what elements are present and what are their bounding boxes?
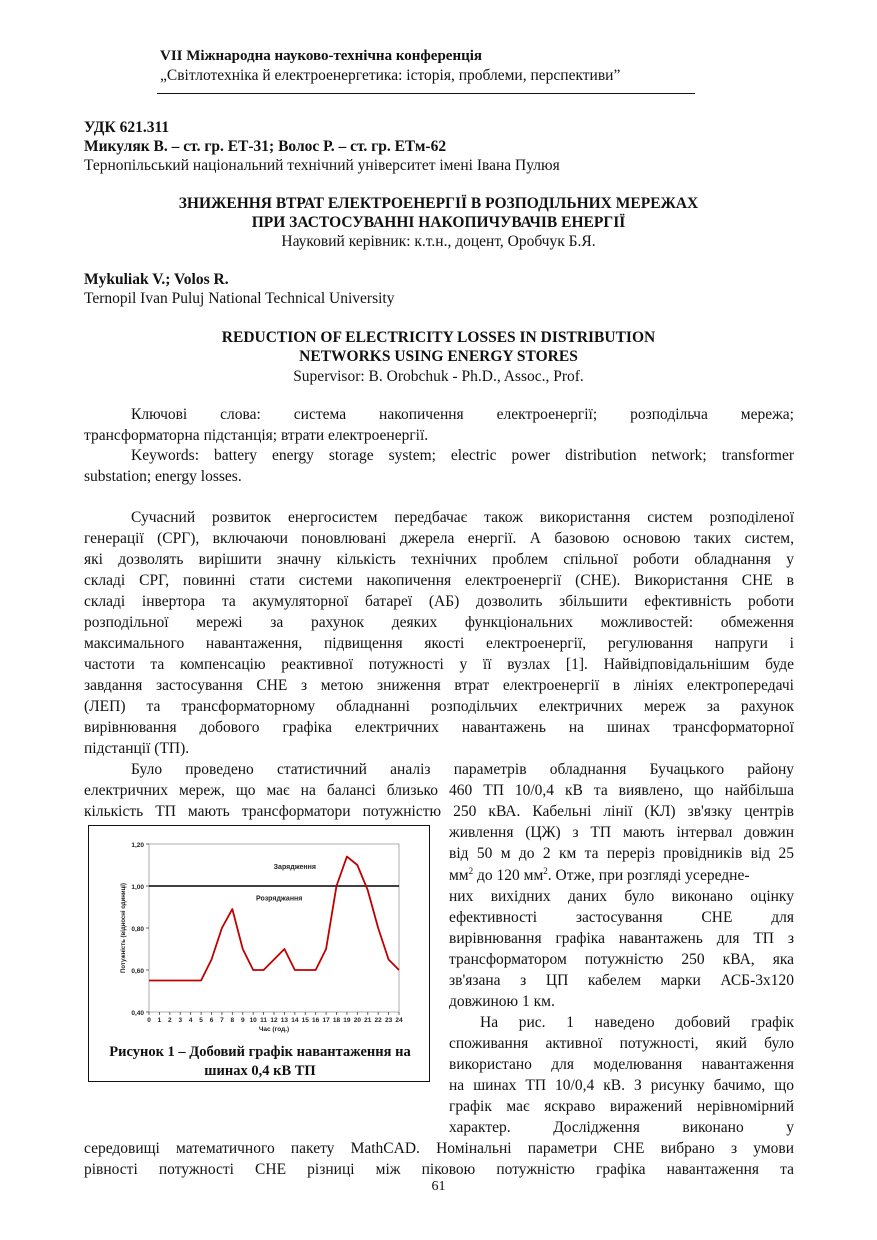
text-line: вирівнювання графіка навантажень для ТП з <box>449 930 794 947</box>
keywords-ua-line-1: Ключові слова: система накопичення електроенергії; розподільча мережа; <box>131 406 794 423</box>
text-line: частоти та компенсацію реактивної потужності у її вузлах [1]. Найвідповідальнішим буде <box>84 656 794 673</box>
text-line: максимального навантаження, підвищення якості електроенергії, регулювання напруги і <box>84 635 794 652</box>
affiliation-en: Ternopil Ivan Puluj National Technical University <box>84 290 395 307</box>
text-line: використано для моделювання навантаження <box>449 1056 794 1073</box>
text-line: зв'язана з ЦП кабелем марки АСБ-3х120 <box>449 972 794 989</box>
x-tick-label: 22 <box>374 1017 382 1024</box>
title-ua-line-1: ЗНИЖЕННЯ ВТРАТ ЕЛЕКТРОЕНЕРГІЇ В РОЗПОДІЛЬНИХ МЕРЕЖАХ <box>178 195 699 212</box>
load-series-line <box>149 857 399 981</box>
authors-en: Mykuliak V.; Volos R. <box>84 271 229 288</box>
text-line: них вихідних даних було виконано оцінку <box>449 888 794 905</box>
affiliation-ua: Тернопільський національний технічний університет імені Івана Пулюя <box>84 157 560 174</box>
text-line: споживання активної потужності, який було <box>449 1035 794 1052</box>
text-line: розподільної мережі за рахунок деяких функціональних можливостей: обмеження <box>84 614 794 631</box>
text-line: вирівнювання добового графіка електричних навантажень на шинах трансформаторної <box>84 719 794 736</box>
text-line: які дозволять вирішити значну кількість технічних проблем спільної роботи обладнання у <box>84 551 794 568</box>
x-tick-label: 20 <box>353 1017 361 1024</box>
figure-1-caption <box>88 1043 432 1081</box>
page-number: 61 <box>431 1179 446 1194</box>
x-tick-label: 23 <box>384 1017 393 1024</box>
x-tick-label: 6 <box>209 1017 214 1024</box>
title-en-line-2: NETWORKS USING ENERGY STORES <box>299 348 578 365</box>
text-line: $мм^2$ до 120 $мм^2$. Отже, при розгляді усередне- <box>449 866 750 884</box>
text-line: трансформатором потужністю 250 кВА, яка <box>449 951 794 968</box>
text-line: середовищі математичного пакету MathCAD. Номінальні параметри СНЕ вибрано з умови <box>84 1140 794 1157</box>
chart-annotation: Розряджання <box>256 895 303 903</box>
keywords-ua-line-2: трансформаторна підстанція; втрати електроенергії. <box>84 427 429 444</box>
text-line: складі СРГ, повинні стати системи накопичення електроенергії (СНЕ). Використання СНЕ в <box>84 572 794 589</box>
text-line: характер. Дослідження виконано у <box>449 1119 794 1136</box>
text-line: (ЛЕП) та трансформаторному обладнанні розподільчих електричних мереж за рахунок <box>84 698 794 715</box>
text-line: на шинах ТП 10/0,4 кВ. З рисунку бачимо, що <box>449 1077 794 1094</box>
text-line: довжиною 1 км. <box>449 993 555 1010</box>
supervisor-en: Supervisor: B. Orobchuk - Ph.D., Assoc., Prof. <box>293 368 584 385</box>
x-tick-label: 8 <box>230 1017 235 1024</box>
x-tick-label: 21 <box>364 1017 372 1024</box>
text-line: завдання застосування СНЕ з метою зниження втрат електроенергії в лініях електропередачі <box>84 677 794 694</box>
x-tick-label: 9 <box>240 1017 245 1024</box>
x-tick-label: 19 <box>343 1017 351 1024</box>
x-tick-label: 14 <box>291 1017 299 1024</box>
text-line: графік має яскраво виражений нерівномірний <box>449 1098 794 1115</box>
text-line: На рис. 1 наведено добовий графік <box>480 1014 794 1031</box>
text-line: від 50 м до 2 км та переріз провідників від 25 <box>449 845 794 862</box>
text-line: електричних мереж, що має на балансі близько 460 ТП 10/0,4 кВ та виявлено, що найбільша <box>84 782 794 799</box>
udc-code: УДК 621.311 <box>84 119 170 136</box>
text-line: Сучасний розвиток енергосистем передбачає також використання систем розподіленої <box>131 509 794 526</box>
x-axis-label: Час (год.) <box>258 1026 290 1033</box>
x-tick-label: 4 <box>188 1017 193 1024</box>
y-tick-label: 0,80 <box>131 926 144 933</box>
text-line: генерації (СРГ), включаючи поновлювані джерела енергії. А базовою основою таких систем, <box>84 530 794 547</box>
x-tick-label: 11 <box>260 1017 268 1024</box>
x-tick-label: 24 <box>395 1017 403 1024</box>
daily-load-chart <box>89 826 429 1036</box>
figure-caption-line-1: Рисунок 1 – Добовий графік навантаження на <box>109 1044 411 1060</box>
authors-ua: Микуляк В. – ст. гр. ЕТ-31; Волос Р. – ст. гр. ЕТм-62 <box>84 138 447 155</box>
x-tick-label: 12 <box>270 1017 278 1024</box>
text-line: Було проведено статистичний аналіз параметрів обладнання Бучацького району <box>131 761 794 778</box>
title-ua-line-2: ПРИ ЗАСТОСУВАННІ НАКОПИЧУВАЧІВ ЕНЕРГІЇ <box>251 214 626 231</box>
x-tick-label: 13 <box>280 1017 289 1024</box>
text-line: кількість ТП мають трансформатори потужністю 250 кВА. Кабельні лінії (КЛ) зв'язку центрів <box>84 803 794 820</box>
figure-caption-line-2: шинах 0,4 кВ ТП <box>204 1063 316 1079</box>
y-tick-label: 1,20 <box>131 842 144 849</box>
text-line: підстанції (ТП). <box>84 740 190 757</box>
x-tick-label: 16 <box>312 1017 320 1024</box>
x-tick-label: 15 <box>301 1017 309 1024</box>
x-tick-label: 1 <box>157 1017 162 1024</box>
text-line: складі інвертора та акумуляторної батареї (АБ) дозволить збільшити ефективність роботи <box>84 593 794 610</box>
y-tick-label: 0,40 <box>131 1010 144 1017</box>
text-line: живлення (ЦЖ) з ТП мають інтервал довжин <box>449 824 794 841</box>
chart-annotation: Зарядження <box>273 864 316 872</box>
y-tick-label: 0,60 <box>131 968 144 975</box>
header-divider <box>157 93 695 94</box>
x-tick-label: 5 <box>199 1017 203 1024</box>
x-tick-label: 0 <box>147 1017 151 1024</box>
x-tick-label: 2 <box>168 1017 172 1024</box>
x-tick-label: 7 <box>220 1017 224 1024</box>
conference-subtitle: „Світлотехніка й електроенергетика: історія, проблеми, перспективи” <box>160 67 621 84</box>
keywords-en-line-1: Keywords: battery energy storage system; electric power distribution network; transformer <box>131 447 794 464</box>
y-axis-label: Потужність (відносні одиниці) <box>121 883 127 973</box>
x-tick-label: 10 <box>249 1017 257 1024</box>
title-en-line-1: REDUCTION OF ELECTRICITY LOSSES IN DISTRIBUTION <box>221 329 656 346</box>
text-line: рівності потужності СНЕ різниці між піковою потужністю графіка навантаження та <box>84 1161 794 1178</box>
keywords-en-line-2: substation; energy losses. <box>84 468 242 485</box>
text-line: ефективності застосування СНЕ для <box>449 909 794 926</box>
x-tick-label: 17 <box>322 1017 330 1024</box>
x-tick-label: 18 <box>332 1017 341 1024</box>
supervisor-ua: Науковий керівник: к.т.н., доцент, Оробчук Б.Я. <box>281 233 596 250</box>
y-tick-label: 1,00 <box>131 884 144 891</box>
x-tick-label: 3 <box>178 1017 183 1024</box>
conference-title: VII Міжнародна науково-технічна конференція <box>160 48 483 64</box>
